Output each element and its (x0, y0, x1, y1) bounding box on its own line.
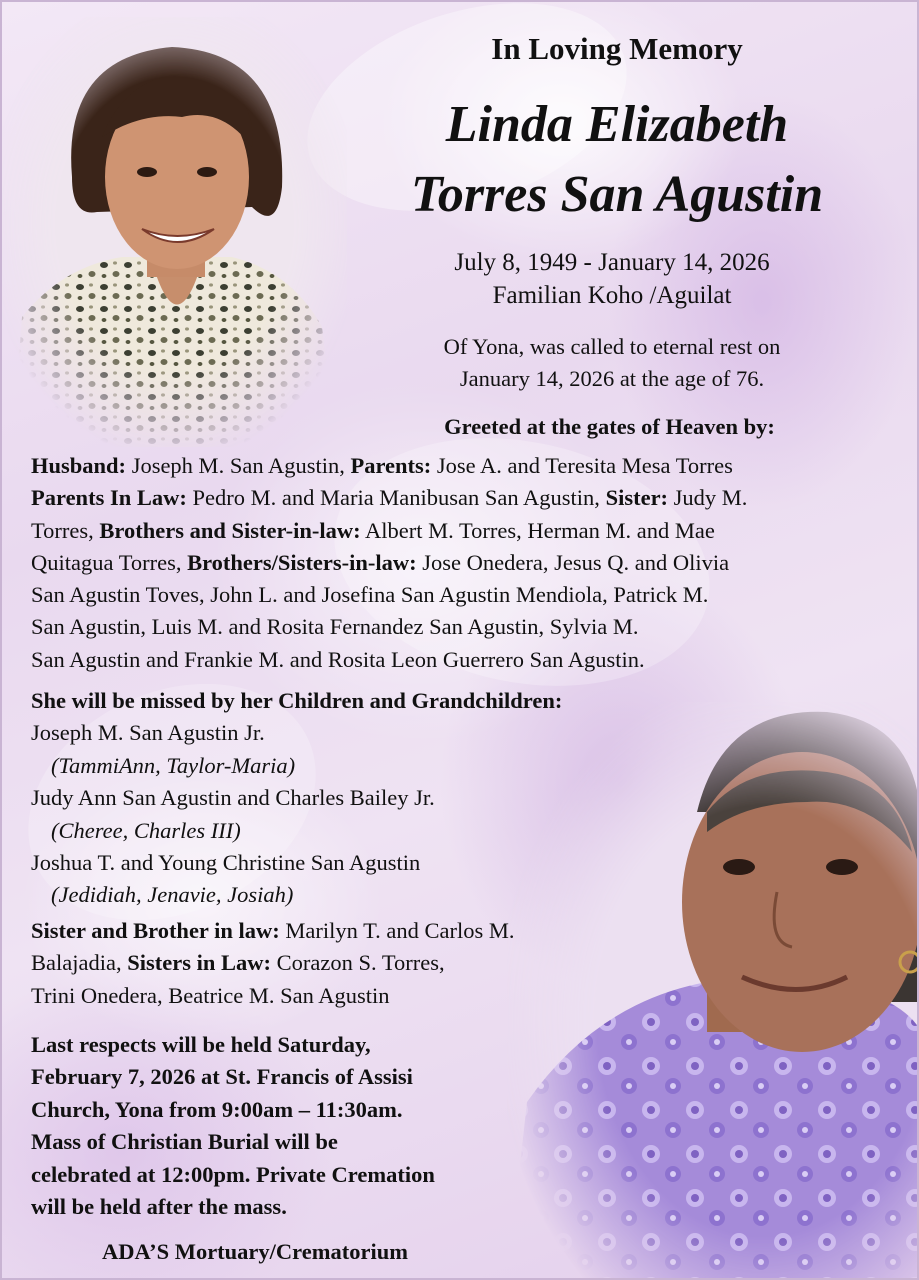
family-line (31, 515, 911, 547)
sister-brother-in-law-label: Sister and Brother in law: (31, 918, 280, 943)
family-line (31, 450, 911, 482)
brothers-sisters-in-law-names: Jose Onedera, Jesus Q. and Olivia (416, 549, 730, 575)
life-dates: July 8, 1949 - January 14, 2026 (454, 249, 770, 276)
grandchildren-entry: (TammiAnn, Taylor-Maria) (51, 752, 296, 778)
sisters-in-law-label: Sisters in Law: (121, 950, 271, 976)
sister-name-cont: Torres, (31, 517, 94, 543)
family-line (31, 547, 911, 579)
parents-in-law-names: Pedro M. and Maria Manibusan San Agustin, (186, 485, 600, 511)
service-line: will be held after the mass. (31, 1194, 287, 1220)
child-entry: Joshua T. and Young Christine San Agustin (31, 850, 421, 876)
service-line: Last respects will be held Saturday, (31, 1032, 371, 1057)
rest-line: Of Yona, was called to eternal rest on (443, 334, 781, 359)
in-laws-line: Trini Onedera, Beatrice M. San Agustin (31, 982, 390, 1008)
memorial-heading: In Loving Memory (491, 31, 743, 66)
greeted-heading: Greeted at the gates of Heaven by: (444, 414, 775, 439)
service-line: celebrated at 12:00pm. Private Cremation (31, 1161, 435, 1187)
survivors-section (31, 685, 911, 912)
brothers-names-cont: Quitagua Torres, (31, 549, 182, 575)
child-entry: Joseph M. San Agustin Jr. (31, 720, 265, 746)
husband-name: Joseph M. San Agustin, (126, 453, 345, 478)
in-laws-line (31, 915, 651, 947)
grandchildren-entry: (Cheree, Charles III) (51, 817, 241, 843)
husband-label: Husband: (31, 453, 127, 478)
survivors-heading: She will be missed by her Children and Grandchildren: (31, 688, 563, 713)
in-laws-line (31, 947, 651, 979)
rest-line: January 14, 2026 at the age of 76. (459, 366, 765, 391)
mortuary-name: ADA’S Mortuary/Crematorium (102, 1239, 408, 1264)
rest-statement (362, 331, 862, 395)
sister-label: Sister: (599, 485, 669, 511)
brothers-names: Albert M. Torres, Herman M. and Mae (360, 517, 715, 543)
family-line: San Agustin and Frankie M. and Rosita Leon Guerrero San Agustin. (31, 646, 645, 672)
young-portrait-photo (2, 17, 347, 447)
sister-brother-in-law-cont: Balajadia, (31, 950, 122, 976)
family-line: San Agustin Toves, John L. and Josefina San Agustin Mendiola, Patrick M. (31, 582, 709, 608)
in-laws-paragraph (31, 915, 651, 1012)
family-line: San Agustin, Luis M. and Rosita Fernandez San Agustin, Sylvia M. (31, 614, 639, 640)
deceased-name-line1: Linda Elizabeth (445, 96, 789, 153)
predeceased-family-paragraph (31, 450, 911, 676)
service-line: February 7, 2026 at St. Francis of Assisi (31, 1064, 413, 1090)
parents-label: Parents: (344, 453, 432, 478)
family-line (31, 482, 911, 514)
brothers-sisters-in-law-label: Brothers/Sisters-in-law: (181, 549, 417, 575)
parents-names: Jose A. and Teresita Mesa Torres (431, 453, 733, 478)
deceased-name-line2: Torres San Agustin (410, 166, 824, 223)
service-line: Mass of Christian Burial will be (31, 1129, 338, 1155)
service-line: Church, Yona from 9:00am – 11:30am. (31, 1096, 403, 1122)
sister-brother-in-law-names: Marilyn T. and Carlos M. (279, 918, 515, 943)
sisters-in-law-names: Corazon S. Torres, (270, 950, 445, 976)
grandchildren-entry: (Jedidiah, Jenavie, Josiah) (51, 882, 294, 908)
clan-name: Familian Koho /Aguilat (492, 282, 732, 309)
child-entry: Judy Ann San Agustin and Charles Bailey Jr. (31, 785, 435, 811)
service-details (31, 1029, 531, 1223)
sister-name: Judy M. (668, 485, 748, 511)
brothers-label: Brothers and Sister-in-law: (93, 517, 361, 543)
life-dates-block (362, 246, 862, 312)
parents-in-law-label: Parents In Law: (31, 485, 187, 511)
